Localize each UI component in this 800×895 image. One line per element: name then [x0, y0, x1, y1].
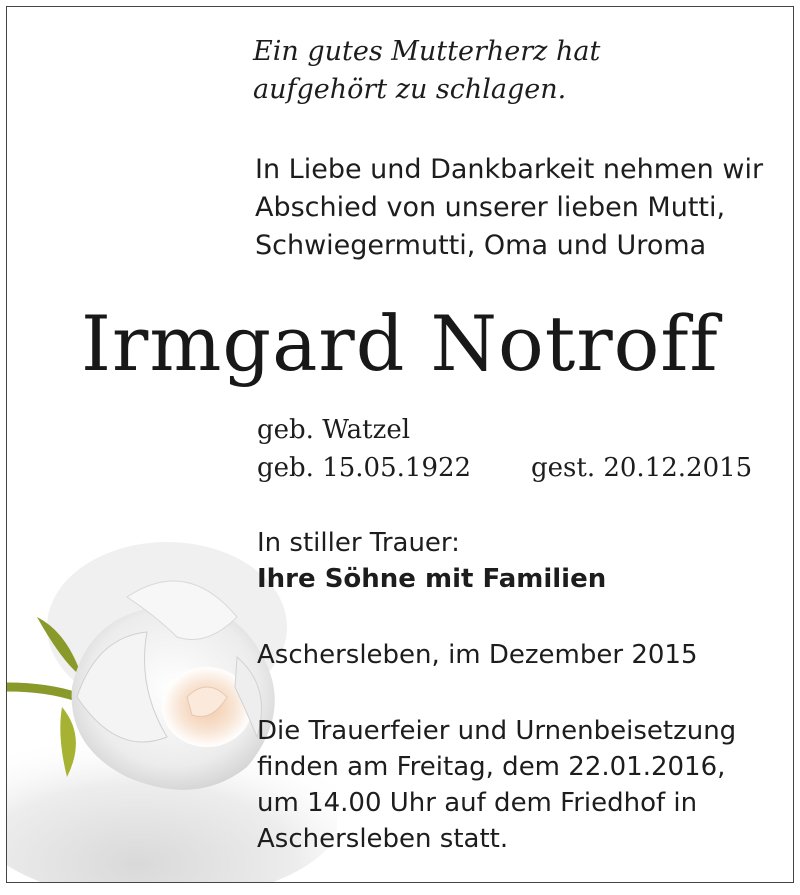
life-dates	[257, 450, 777, 486]
funeral-line: Aschersleben statt.	[257, 824, 509, 854]
mourning-label: In stiller Trauer:	[257, 528, 460, 558]
funeral-line: Die Trauerfeier und Urnenbeisetzung	[257, 716, 737, 746]
funeral-line: um 14.00 Uhr auf dem Friedhof in	[257, 788, 698, 818]
intro-line: In Liebe und Dankbarkeit nehmen wir	[255, 154, 764, 185]
deceased-name: Irmgard Notroff	[81, 299, 719, 388]
intro-line: Schwiegermutti, Oma und Uroma	[255, 230, 707, 261]
funeral-line: finden am Freitag, dem 22.01.2016,	[257, 752, 726, 782]
maiden-name: geb. Watzel	[257, 415, 411, 445]
birth-date: geb. 15.05.1922	[257, 453, 472, 483]
intro-text	[255, 151, 775, 265]
place-date: Aschersleben, im Dezember 2015	[257, 640, 698, 670]
motto-line: Ein gutes Mutterherz hat	[253, 36, 601, 67]
death-date: gest. 20.12.2015	[531, 453, 753, 483]
intro-line: Abschied von unserer lieben Mutti,	[255, 192, 726, 223]
motto-line: aufgehört zu schlagen.	[253, 74, 567, 105]
funeral-info	[257, 713, 777, 857]
mourners: Ihre Söhne mit Familien	[257, 564, 607, 594]
motto-quote	[253, 33, 773, 109]
obituary-notice	[6, 6, 794, 883]
